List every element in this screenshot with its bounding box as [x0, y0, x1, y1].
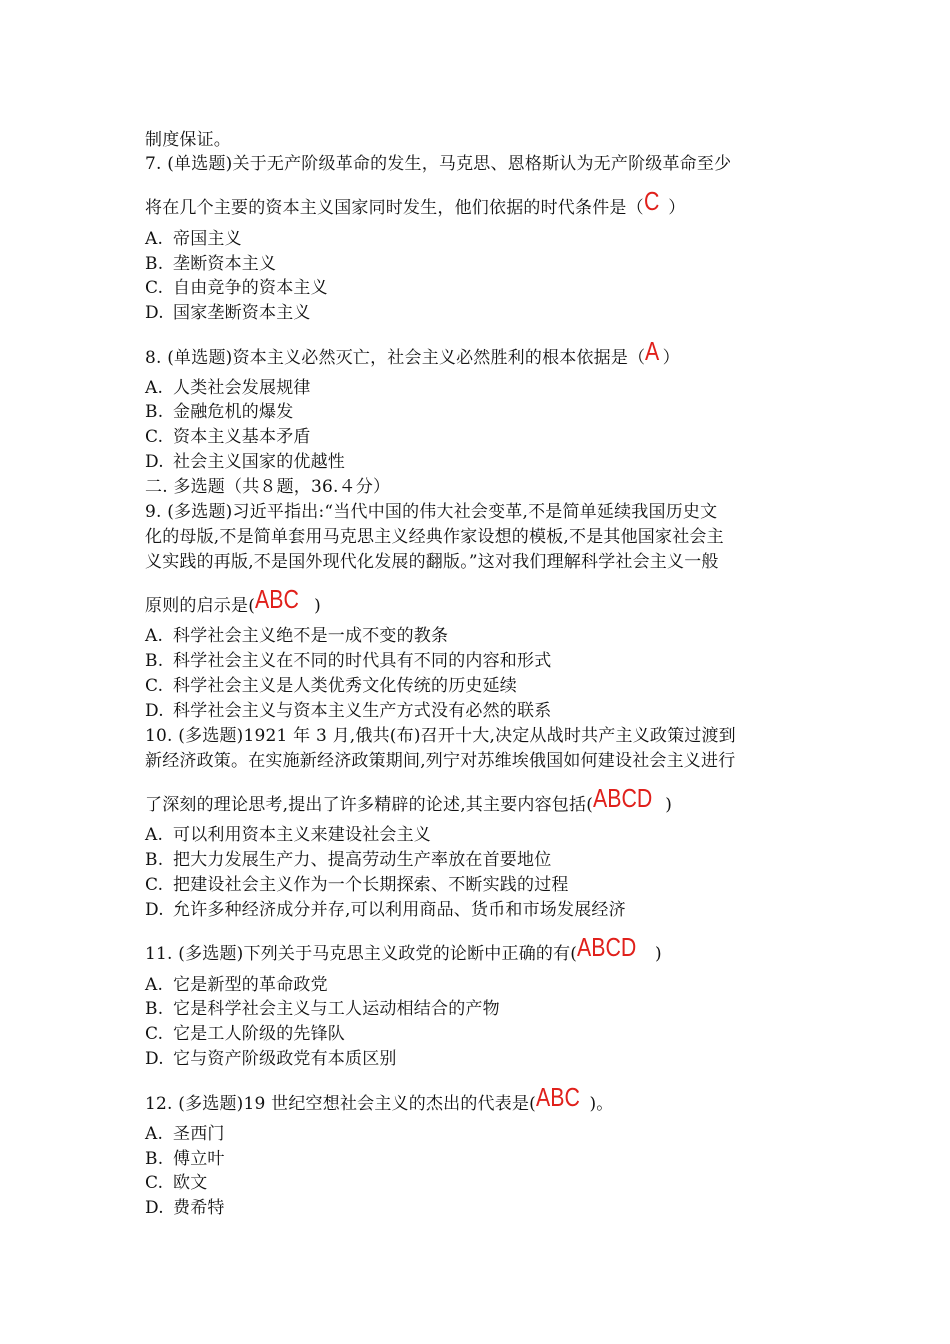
- option-line: C. 它是工人阶级的先锋队: [145, 1024, 345, 1044]
- option-line: B. 金融危机的爆发: [145, 402, 294, 422]
- answer-mark: ABCD: [577, 932, 637, 962]
- option-line: B. 把大力发展生产力、提高劳动生产率放在首要地位: [145, 850, 552, 870]
- question-11-stem: 11. (多选题)下列关于马克思主义政党的论断中正确的有(ABCD ): [145, 932, 662, 964]
- option-line: D. 费希特: [145, 1198, 225, 1218]
- section-heading: 二. 多选题（共８题，36.４分）: [145, 477, 391, 497]
- option-line: D. 允许多种经济成分并存,可以利用商品、货币和市场发展经济: [145, 900, 626, 920]
- option-line: A. 圣西门: [145, 1124, 225, 1144]
- question-7-stem-end: 将在几个主要的资本主义国家同时发生，他们依据的时代条件是（C ）: [145, 186, 686, 218]
- answer-mark: A: [645, 336, 660, 366]
- option-line: A. 帝国主义: [145, 229, 242, 249]
- question-7-stem: 7. (单选题)关于无产阶级革命的发生，马克思、恩格斯认为无产阶级革命至少: [145, 154, 732, 174]
- question-10-stem-end: 了深刻的理论思考,提出了许多精辟的论述,其主要内容包括(ABCD ): [145, 783, 673, 815]
- option-line: B. 垄断资本主义: [145, 254, 277, 274]
- option-line: A. 可以利用资本主义来建设社会主义: [145, 825, 431, 845]
- question-10-stem: 10. (多选题)1921 年 3 月,俄共(布)召开十大,决定从战时共产主义政策过渡到: [145, 726, 736, 746]
- option-line: A. 科学社会主义绝不是一成不变的教条: [145, 626, 449, 646]
- option-line: C. 把建设社会主义作为一个长期探索、不断实践的过程: [145, 875, 569, 895]
- answer-mark: ABC: [535, 1082, 580, 1112]
- option-line: B. 科学社会主义在不同的时代具有不同的内容和形式: [145, 651, 552, 671]
- option-line: C. 科学社会主义是人类优秀文化传统的历史延续: [145, 676, 517, 696]
- option-line: B. 傅立叶: [145, 1149, 225, 1169]
- answer-mark: C: [643, 186, 660, 216]
- option-line: A. 它是新型的革命政党: [145, 975, 328, 995]
- question-8-stem: 8. (单选题)资本主义必然灭亡，社会主义必然胜利的根本依据是（A ）: [145, 336, 680, 368]
- question-9-stem: 化的母版,不是简单套用马克思主义经典作家设想的模板,不是其他国家社会主: [145, 527, 724, 547]
- answer-mark: ABC: [255, 584, 299, 614]
- option-line: D. 它与资产阶级政党有本质区别: [145, 1049, 397, 1069]
- option-line: D. 科学社会主义与资本主义生产方式没有必然的联系: [145, 701, 552, 721]
- option-line: A. 人类社会发展规律: [145, 378, 311, 398]
- option-line: D. 社会主义国家的优越性: [145, 452, 345, 472]
- option-line: C. 资本主义基本矛盾: [145, 427, 311, 447]
- question-10-stem: 新经济政策。在实施新经济政策期间,列宁对苏维埃俄国如何建设社会主义进行: [145, 751, 736, 771]
- option-line: D. 国家垄断资本主义: [145, 303, 311, 323]
- question-9-stem: 9. (多选题)习近平指出:“当代中国的伟大社会变革,不是简单延续我国历史文: [145, 502, 718, 522]
- question-9-stem: 义实践的再版,不是国外现代化发展的翻版。”这对我们理解科学社会主义一般: [145, 552, 719, 572]
- option-line: B. 它是科学社会主义与工人运动相结合的产物: [145, 999, 500, 1019]
- option-line: C. 自由竞争的资本主义: [145, 278, 328, 298]
- question-9-stem-end: 原则的启示是(ABC ): [145, 584, 321, 616]
- question-12-stem: 12. (多选题)19 世纪空想社会主义的杰出的代表是(ABC )。: [145, 1082, 614, 1114]
- option-line: C. 欧文: [145, 1173, 208, 1193]
- text-line: 制度保证。: [145, 130, 231, 150]
- answer-mark: ABCD: [593, 783, 653, 813]
